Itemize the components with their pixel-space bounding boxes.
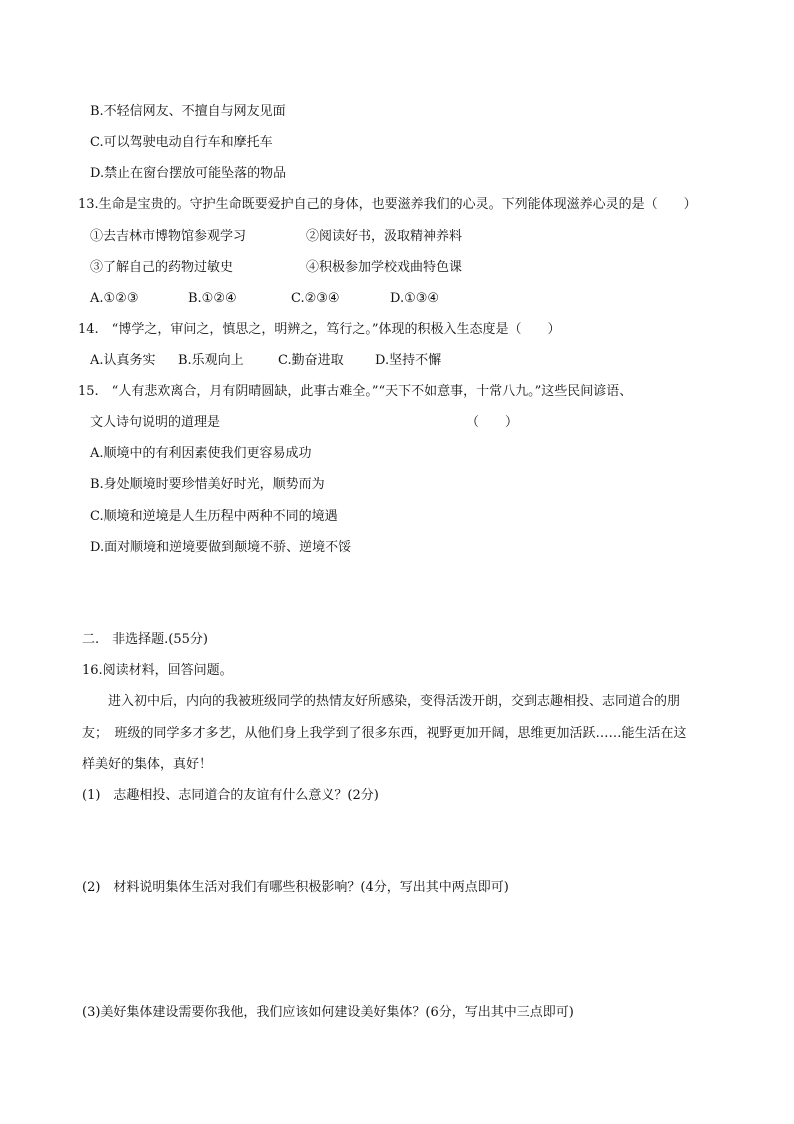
q13-option-c: C.②③④ [291,291,340,306]
q13-option-d: D.①③④ [390,291,440,306]
q13-option-b: B.①②④ [188,291,237,306]
q15-stem-line-1: 15. “人有悲欢离合，月有阴晴圆缺，此事古难全。”“天下不如意事，十常八九。”这些民间谚语、 [78,384,633,399]
q16-subquestion-2: (2) 材料说明集体生活对我们有哪些积极影响？(4分，写出其中两点即可) [82,880,509,895]
q16-stem: 16.阅读材料，回答问题。 [82,663,233,678]
q16-subquestion-1: (1) 志趣相投、志同道合的友谊有什么意义？(2分) [82,788,379,803]
q14-option-c: C.勤奋进取 [278,353,344,368]
q14-option-a: A.认真务实 [90,353,156,368]
q16-material-line-1: 进入初中后，内向的我被班级同学的热情友好所感染，变得活泼开朗，交到志趣相投、志同道合的朋 [108,694,681,709]
q14-stem: 14. “博学之，审问之，慎思之，明辨之，笃行之。”体现的积极入生态度是（ ） [78,322,561,337]
q16-subquestion-3: (3)美好集体建设需要你我他，我们应该如何建设美好集体？(6分，写出其中三点即可) [82,1005,574,1020]
q15-stem-line-2: 文人诗句说明的道理是 [90,415,221,430]
q14-option-d: D.坚持不懈 [375,353,442,368]
q13-stem: 13.生命是宝贵的。守护生命既要爱护自己的身体，也要滋养我们的心灵。下列能体现滋养心灵的是（ ） [78,197,697,212]
q12-option-b: B.不轻信网友、不擅自与网友见面 [90,104,286,119]
section-2-heading: 二. 非选择题.(55分) [82,632,208,647]
q15-option-a: A.顺境中的有利因素使我们更容易成功 [90,446,312,461]
q15-option-b: B.身处顺境时要珍惜美好时光，顺势而为 [90,477,325,492]
q13-option-a: A.①②③ [90,291,139,306]
q15-option-d: D.面对顺境和逆境要做到颠境不骄、逆境不馁 [90,540,352,555]
q15-option-c: C.顺境和逆境是人生历程中两种不同的境遇 [90,509,338,524]
q13-item-2: ②阅读好书，汲取精神养料 [306,229,463,244]
q13-item-3: ③了解自己的药物过敏史 [90,260,234,275]
q16-material-line-3: 样美好的集体，真好！ [82,757,213,772]
q12-option-d: D.禁止在窗台摆放可能坠落的物品 [90,166,287,181]
q13-item-4: ④积极参加学校戏曲特色课 [306,260,463,275]
q14-option-b: B.乐观向上 [178,353,244,368]
q15-answer-blank: （ ） [466,415,519,430]
q12-option-c: C.可以驾驶电动自行车和摩托车 [90,135,273,150]
q16-material-line-2: 友； 班级的同学多才多艺，从他们身上我学到了很多东西，视野更加开阔，思维更加活跃……能生活在这 [82,726,687,741]
q13-item-1: ①去吉林市博物馆参观学习 [90,229,247,244]
